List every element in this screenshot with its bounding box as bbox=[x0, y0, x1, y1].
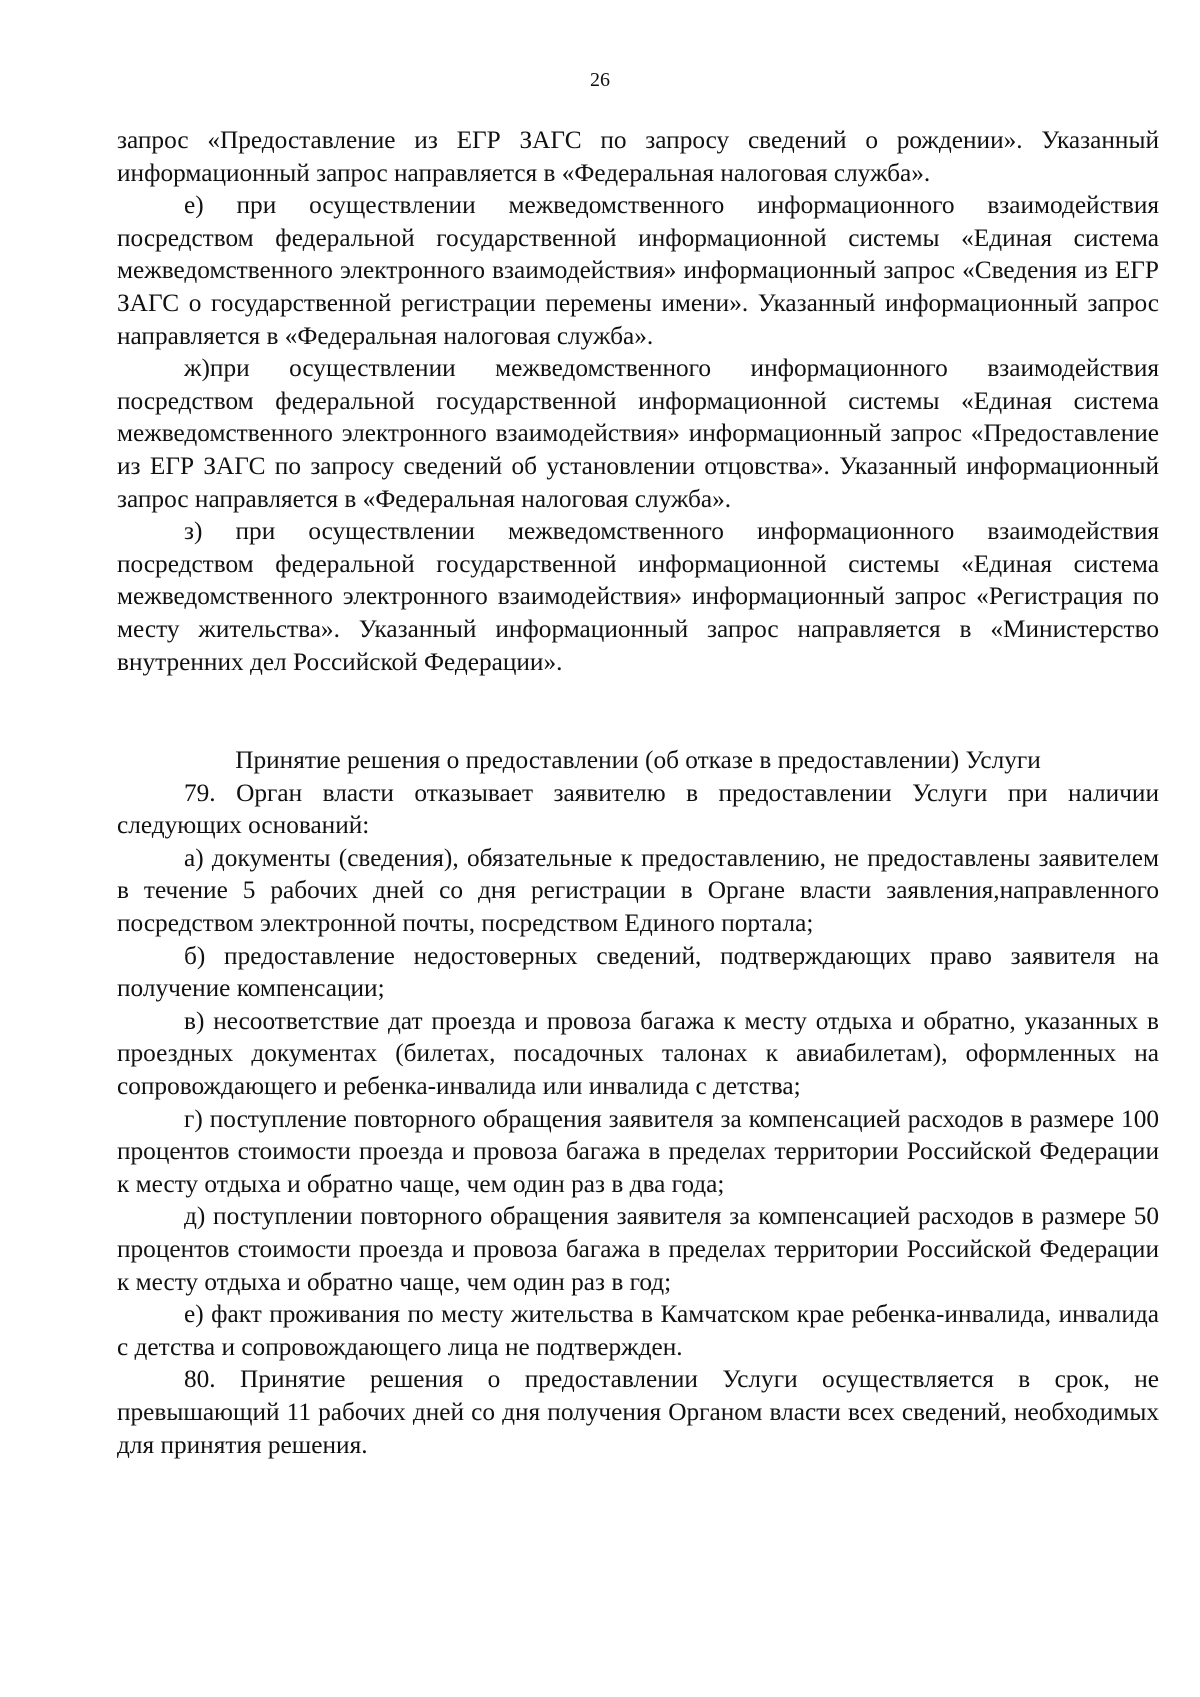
paragraph-zapros-rozhdenie: запрос «Предоставление из ЕГР ЗАГС по запросу сведений о рождении». Указанный информационный запрос направляется в «Федеральная налоговая служба». bbox=[117, 126, 1159, 187]
paragraph-79-b: б) предоставление недостоверных сведений, подтверждающих право заявителя на получение компенсации; bbox=[117, 941, 1159, 1003]
paragraph-80: 80. Принятие решения о предоставлении Услуги осуществляется в срок, не превышающий 11 рабочих дней со дня получения Органом власти всех сведений, необходимых для принятия решения. bbox=[117, 1365, 1159, 1459]
paragraph-79-g: г) поступление повторного обращения заявителя за компенсацией расходов в размере 100 процентов стоимости проезда и провоза багажа в пределах территории Российской Федерации к месту отдыха и обратно чаще, чем один раз в два года; bbox=[117, 1104, 1159, 1198]
paragraph-79-v: в) несоответствие дат проезда и провоза багажа к месту отдыха и обратно, указанных в проездных документах (билетах, посадочных талонах к авиабилетам), оформленных на сопровождающего и ребенка-инвалида или инвалида с детства; bbox=[117, 1006, 1159, 1101]
page-number: 26 bbox=[590, 69, 610, 91]
paragraph-item-e-peremena-imeni: е) при осуществлении межведомственного информационного взаимодействия посредством федеральной государственной информационной системы «Единая система межведомственного электронного взаимодействия» информационный запрос «Сведения из ЕГР ЗАГС о государственной регистрации перемены имени». Указанный информационный запрос направляется в «Федеральная налоговая служба». bbox=[117, 191, 1159, 350]
paragraph-item-z-registraciya: з) при осуществлении межведомственного информационного взаимодействия посредством федеральной государственной информационной системы «Единая система межведомственного электронного взаимодействия» информационный запрос «Регистрация по месту жительства». Указанный информационный запрос направляется в «Министерство внутренних дел Российской Федерации». bbox=[117, 517, 1159, 676]
paragraph-79: 79. Орган власти отказывает заявителю в предоставлении Услуги при наличии следующих оснований: bbox=[117, 778, 1159, 840]
document-body bbox=[117, 124, 1159, 1461]
section-heading: Принятие решения о предоставлении (об отказе в предоставлении) Услуги bbox=[235, 746, 1041, 775]
paragraph-79-e: е) факт проживания по месту жительства в Камчатском крае ребенка-инвалида, инвалида с детства и сопровождающего лица не подтвержден. bbox=[117, 1300, 1159, 1361]
paragraph-item-zh-otcovstvo: ж)при осуществлении межведомственного информационного взаимодействия посредством федеральной государственной информационной системы «Единая система межведомственного электронного взаимодействия» информационный запрос «Предоставление из ЕГР ЗАГС по запросу сведений об установлении отцовства». Указанный информационный запрос направляется в «Федеральная налоговая служба». bbox=[117, 354, 1159, 513]
paragraph-79-d: д) поступлении повторного обращения заявителя за компенсацией расходов в размере 50 процентов стоимости проезда и провоза багажа в пределах территории Российской Федерации к месту отдыха и обратно чаще, чем один раз в год; bbox=[117, 1202, 1159, 1296]
paragraph-79-a: а) документы (сведения), обязательные к предоставлению, не предоставлены заявителем в течение 5 рабочих дней со дня регистрации в Органе власти заявления,направленного посредством электронной почты, посредством Единого портала; bbox=[117, 843, 1159, 938]
